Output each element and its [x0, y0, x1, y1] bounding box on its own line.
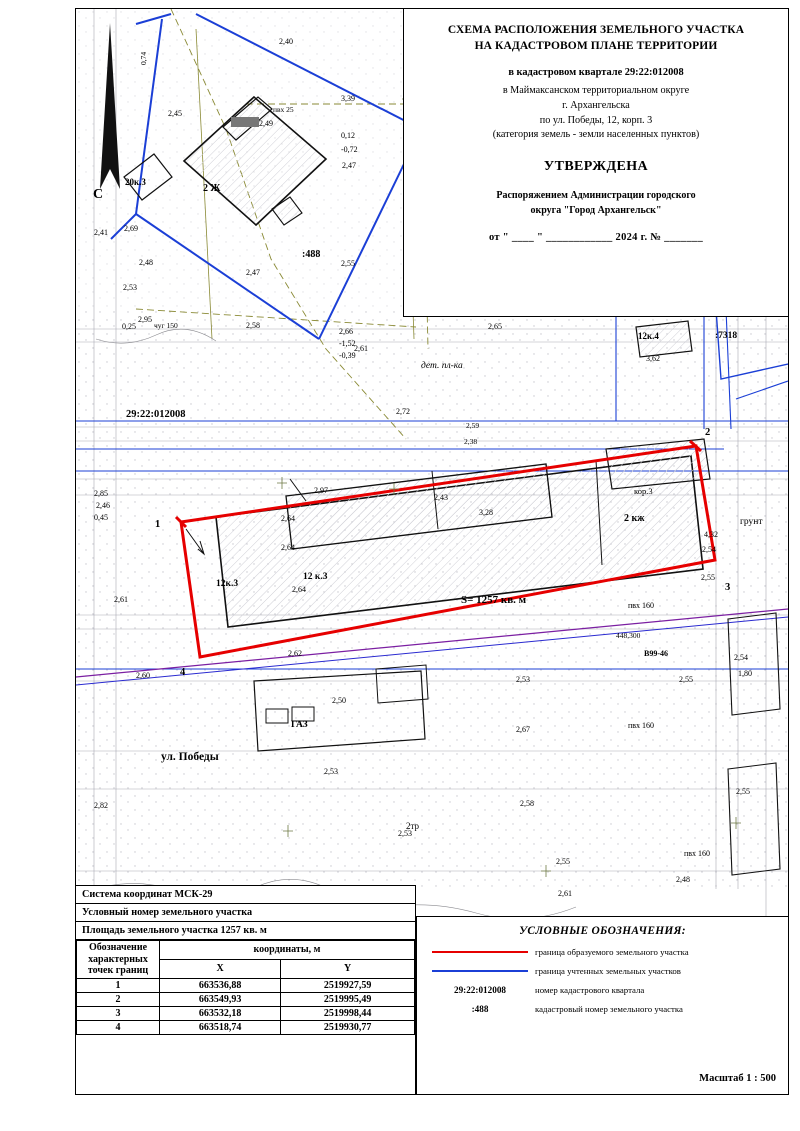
header-coordinates: координаты, м — [160, 941, 415, 960]
elev-annotation: 2,46 — [96, 501, 110, 510]
playground-label: дет. пл-ка — [421, 361, 463, 371]
coordinates-table — [76, 940, 415, 1035]
elev-annotation: 2,53 — [398, 829, 412, 838]
area-type-label: пвх 160 — [628, 721, 655, 730]
elev-annotation: 2,58 — [246, 321, 260, 330]
elev-annotation: 2,40 — [279, 37, 293, 46]
elev-annotation: 2,66 — [339, 327, 353, 336]
elev-annotation: -0,72 — [341, 145, 358, 154]
area-type-label: пвх 160 — [628, 601, 655, 610]
elev-annotation: 2,41 — [94, 228, 108, 237]
gas-label: ГАЗ — [291, 720, 308, 730]
elev-annotation: 2,60 — [136, 671, 150, 680]
table-row — [77, 1006, 415, 1020]
legend-label: кадастровый номер земельного участка — [535, 1004, 683, 1014]
elev-annotation: 2,47 — [342, 161, 356, 170]
tr-label: 2тр — [406, 821, 420, 831]
category-line: (категория земель - земли населенных пунктов) — [492, 129, 700, 141]
header-point-designation: Обозначение характерных точек границ — [77, 941, 160, 979]
legend-title: УСЛОВНЫЕ ОБОЗНАЧЕНИЯ: — [519, 925, 686, 937]
elev-annotation: 2,72 — [396, 407, 410, 416]
elev-annotation: 2,55 — [556, 857, 570, 866]
area-row: Площадь земельного участка 1257 кв. м — [76, 922, 415, 940]
document-sheet — [75, 8, 789, 1095]
quarter-code-symbol: 29:22:012008 — [453, 985, 507, 995]
building-label-2zh: 2 Ж — [203, 183, 221, 194]
address-line: по ул. Победы, 12, корп. 3 — [539, 114, 653, 126]
compass-label: С — [93, 187, 104, 202]
point-x: 663536,88 — [160, 978, 281, 992]
elev-annotation: 2,48 — [676, 875, 690, 884]
elev-annotation: 0,45 — [94, 513, 108, 522]
area-type-label: пвх 160 — [684, 849, 711, 858]
elev-annotation: 2,38 — [464, 437, 478, 446]
header-y: Y — [281, 959, 415, 978]
building-label-kor3: кор.3 — [634, 486, 653, 496]
elev-annotation: 2,55 — [701, 573, 715, 582]
scale-label: Масштаб 1 : 500 — [699, 1073, 776, 1084]
elev-annotation: 2,64 — [281, 514, 295, 523]
point-y: 2519930,77 — [281, 1020, 415, 1034]
elev-annotation: 3,62 — [646, 354, 660, 363]
order-line — [414, 188, 778, 218]
elev-annotation: 0,25 — [122, 322, 136, 331]
parcel-488-label: :488 — [302, 249, 321, 260]
point-x: 663532,18 — [160, 1006, 281, 1020]
coord-system-row: Система координат МСК-29 — [76, 886, 415, 904]
parcel-7318-label: :7318 — [715, 331, 738, 341]
elev-annotation: -0,39 — [339, 351, 356, 360]
elev-annotation: 2,49 — [259, 119, 273, 128]
building-label-20k3: 20к.3 — [125, 177, 146, 187]
elev-annotation: 2,53 — [516, 675, 530, 684]
parcel-code-symbol: :488 — [471, 1004, 489, 1014]
elev-annotation: 0,12 — [341, 131, 355, 140]
elev-annotation: 2,50 — [332, 696, 346, 705]
elev-annotation: 2,61 — [354, 344, 368, 353]
red-line-symbol-icon — [425, 951, 535, 953]
table-row — [77, 1020, 415, 1034]
coordinates-block — [76, 885, 416, 1094]
elev-annotation: 2,64 — [292, 585, 306, 594]
district-line: в Маймаксанском территориальном округе — [502, 85, 690, 97]
legend-block — [416, 916, 788, 1094]
pipe-mark-448: 448,300 — [616, 631, 641, 640]
elev-annotation: 2,55 — [341, 259, 355, 268]
order-line-2: округа "Город Архангельск" — [530, 205, 662, 217]
point-number: 2 — [77, 992, 160, 1006]
title-block — [403, 9, 788, 317]
quarter-number-label: 29:22:012008 — [126, 409, 186, 420]
legend-label: граница образуемого земельного участка — [535, 947, 689, 957]
date-line: от " ____ " ____________ 2024 г. № _______ — [488, 232, 704, 244]
elev-annotation: 3,39 — [341, 94, 355, 103]
elev-annotation: 2,61 — [558, 889, 572, 898]
elev-annotation: 2,82 — [94, 801, 108, 810]
elev-annotation: 2,53 — [324, 767, 338, 776]
elev-annotation: 2,45 — [168, 109, 182, 118]
quarter-line: в кадастровом квартале 29:22:012008 — [508, 67, 684, 79]
elev-annotation: 2,47 — [246, 268, 260, 277]
point-number: 1 — [77, 978, 160, 992]
legend-item-blue-boundary — [425, 966, 780, 976]
point-marker-4: 4 — [180, 667, 186, 678]
point-marker-2: 2 — [705, 427, 711, 438]
heading-line-1: СХЕМА РАСПОЛОЖЕНИЯ ЗЕМЕЛЬНОГО УЧАСТКА — [447, 24, 745, 36]
elev-annotation: 2,64 — [281, 543, 295, 552]
header-x: X — [160, 959, 281, 978]
building-label-12k3-b: 12 к.3 — [303, 572, 328, 582]
point-number: 4 — [77, 1020, 160, 1034]
elev-annotation: 2,54 — [702, 545, 716, 554]
elev-annotation: 2,69 — [124, 224, 138, 233]
pipe-label-pvh25: 0,74 — [139, 51, 148, 65]
table-row — [77, 978, 415, 992]
pipe-label-chug150: пвх 25 — [273, 105, 294, 114]
point-x: 663549,93 — [160, 992, 281, 1006]
elev-annotation: 2,65 — [488, 322, 502, 331]
elev-annotation: 2,43 — [434, 493, 448, 502]
elev-annotation: 3,28 — [479, 508, 493, 517]
point-x: 663518,74 — [160, 1020, 281, 1034]
building-label-12k4: 12к.4 — [638, 331, 659, 341]
document-heading — [414, 23, 778, 54]
elev-annotation: 2,95 — [138, 315, 152, 324]
order-line-1: Распоряжением Администрации городского — [496, 190, 696, 202]
legend-label: номер кадастрового квартала — [535, 985, 645, 995]
elev-annotation: 2,59 — [466, 421, 480, 430]
elev-annotation: -1,52 — [339, 339, 356, 348]
elev-annotation: 2,62 — [288, 649, 302, 658]
legend-label: граница учтенных земельных участков — [535, 966, 681, 976]
elev-annotation: 2,85 — [94, 489, 108, 498]
elev-annotation: 1,80 — [738, 669, 752, 678]
well-label: В99-46 — [644, 649, 668, 658]
elev-annotation: 2,67 — [516, 725, 530, 734]
table-header-row — [77, 941, 415, 960]
building-label-2kzh: 2 кж — [624, 513, 645, 524]
point-number: 3 — [77, 1006, 160, 1020]
pipe-label-pvh160: чуг 150 — [154, 321, 178, 330]
approved-label: УТВЕРЖДЕНА — [543, 159, 649, 175]
table-row — [77, 992, 415, 1006]
elev-annotation: 2,53 — [123, 283, 137, 292]
legend-item-quarter-number — [425, 985, 780, 995]
point-y: 2519998,44 — [281, 1006, 415, 1020]
point-marker-3: 3 — [725, 582, 731, 593]
elev-annotation: 2,54 — [734, 653, 748, 662]
heading-line-2: НА КАДАСТРОВОМ ПЛАНЕ ТЕРРИТОРИИ — [474, 39, 718, 52]
blue-line-symbol-icon — [425, 970, 535, 972]
elev-annotation: 2,61 — [114, 595, 128, 604]
area-label: S= 1257 кв. м — [461, 594, 527, 606]
street-label: ул. Победы — [161, 751, 219, 763]
elev-annotation: 2,58 — [520, 799, 534, 808]
point-y: 2519995,49 — [281, 992, 415, 1006]
point-marker-1: 1 — [155, 519, 161, 530]
elev-annotation: 2,55 — [679, 675, 693, 684]
city-line: г. Архангельска — [562, 99, 630, 111]
conditional-number-row: Условный номер земельного участка — [76, 904, 415, 922]
elev-annotation: 2,97 — [314, 486, 328, 495]
elev-annotation: 2,55 — [736, 787, 750, 796]
legend-item-red-boundary — [425, 947, 780, 957]
legend-item-parcel-number — [425, 1004, 780, 1014]
elev-annotation: 4,32 — [704, 530, 718, 539]
point-y: 2519927,59 — [281, 978, 415, 992]
grunt-label: грунт — [740, 517, 763, 527]
elev-annotation: 2,48 — [139, 258, 153, 267]
building-label-12k3-a: 12к.3 — [216, 579, 239, 589]
